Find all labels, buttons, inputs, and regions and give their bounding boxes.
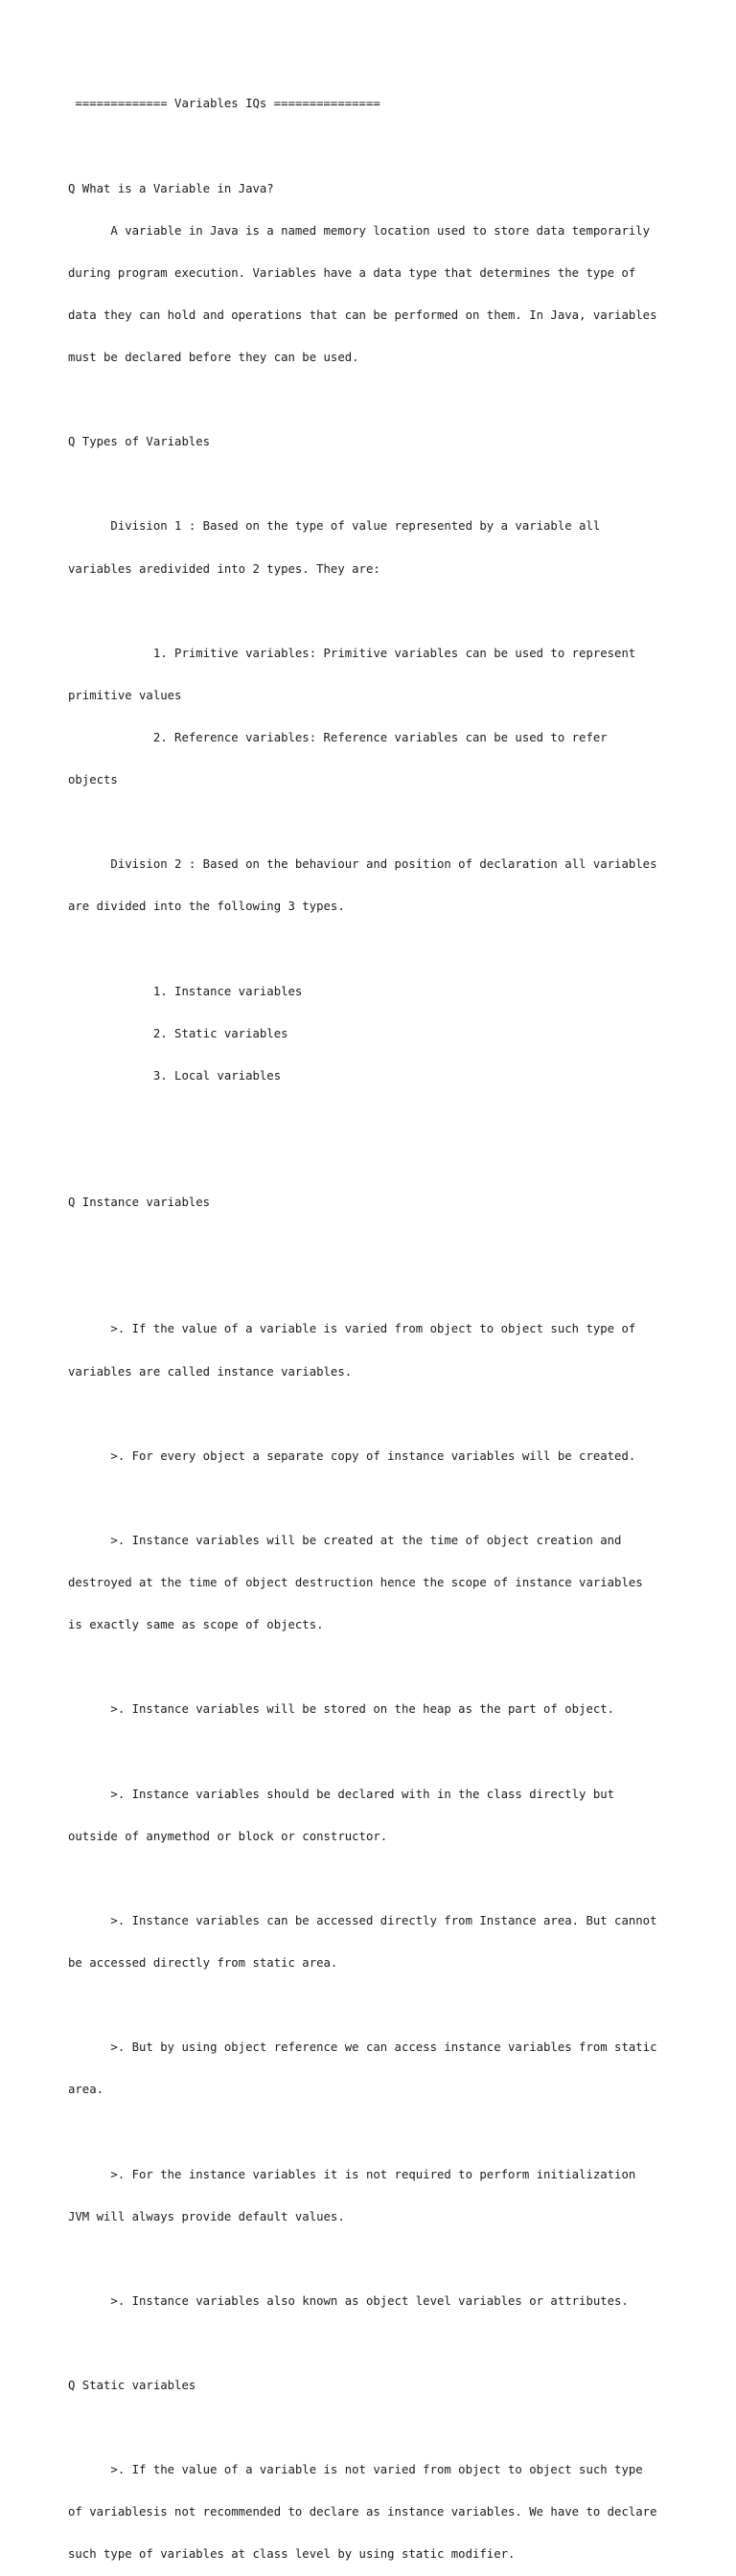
blank-line [68,604,681,619]
text-line: >. Instance variables should be declared with in the class directly but [68,1787,615,1801]
text-line: variables are called instance variables. [68,1364,353,1379]
list-item: 1. Instance variables [68,984,303,998]
question-heading: Q Instance variables [68,1196,211,1210]
text-line: is exactly same as scope of objects. [68,1618,324,1632]
blank-line [68,1998,681,2013]
question-heading: Q What is a Variable in Java? [68,181,274,195]
text-line: >. If the value of a variable is not varied from object to object such type [68,2463,643,2477]
text-line: must be declared before they can be used. [68,351,359,365]
text-line: such type of variables at class level by using static modifier. [68,2547,516,2562]
text-line: be accessed directly from static area. [68,1955,338,1970]
list-item: 3. Local variables [68,1068,282,1083]
blank-line [68,1407,681,1422]
question-heading: Q Types of Variables [68,435,211,449]
text-line: variables aredivided into 2 types. They are: [68,561,380,576]
question-heading: Q Static variables [68,2379,196,2393]
text-line: >. For the instance variables it is not required to perform initialization [68,2167,636,2181]
blank-line [68,1153,681,1168]
blank-line [68,2125,681,2139]
list-item: 2. Reference variables: Reference variables can be used to refer [68,730,608,744]
text-line: outside of anymethod or block or constructor. [68,1829,388,1843]
blank-line [68,1280,681,1294]
blank-line [68,2421,681,2435]
text-line: Division 1 : Based on the type of value represented by a variable all [68,519,601,534]
text-line: >. Instance variables can be accessed directly from Instance area. But cannot [68,1913,657,1927]
blank-line [68,1111,681,1126]
text-line: >. For every object a separate copy of instance variables will be created. [68,1448,636,1463]
document-title: ============= Variables IQs =============== [68,97,380,111]
blank-line [68,477,681,491]
text-line: data they can hold and operations that can be performed on them. In Java, variables [68,308,657,322]
text-line: >. Instance variables also known as object level variables or attributes. [68,2293,629,2308]
text-line: A variable in Java is a named memory location used to store data temporarily [68,223,651,238]
text-line: Division 2 : Based on the behaviour and position of declaration all variables [68,857,657,872]
blank-line [68,393,681,407]
text-line: >. Instance variables will be created at the time of object creation and [68,1533,622,1547]
blank-line [68,2337,681,2351]
blank-line [68,1238,681,1252]
blank-line [68,943,681,957]
text-line: >. Instance variables will be stored on the heap as the part of object. [68,1702,615,1717]
blank-line [68,2252,681,2267]
text-line: JVM will always provide default values. [68,2209,345,2223]
text-line: primitive values [68,688,182,702]
blank-line [68,140,681,154]
document-body [68,69,681,2576]
list-item: 2. Static variables [68,1026,288,1040]
text-line: are divided into the following 3 types. [68,900,345,914]
list-item: 1. Primitive variables: Primitive variables can be used to represent [68,646,636,660]
blank-line [68,1744,681,1759]
blank-line [68,1660,681,1675]
text-line: destroyed at the time of object destruction hence the scope of instance variables [68,1576,643,1590]
blank-line [68,815,681,830]
text-line: during program execution. Variables have a data type that determines the type of [68,265,636,280]
blank-line [68,1872,681,1886]
text-line: area. [68,2083,104,2097]
text-line: objects [68,773,118,787]
text-line: >. But by using object reference we can access instance variables from static [68,2040,657,2055]
blank-line [68,1492,681,1506]
text-line: >. If the value of a variable is varied from object to object such type of [68,1322,636,1336]
text-line: of variablesis not recommended to declare as instance variables. We have to declare [68,2505,657,2519]
